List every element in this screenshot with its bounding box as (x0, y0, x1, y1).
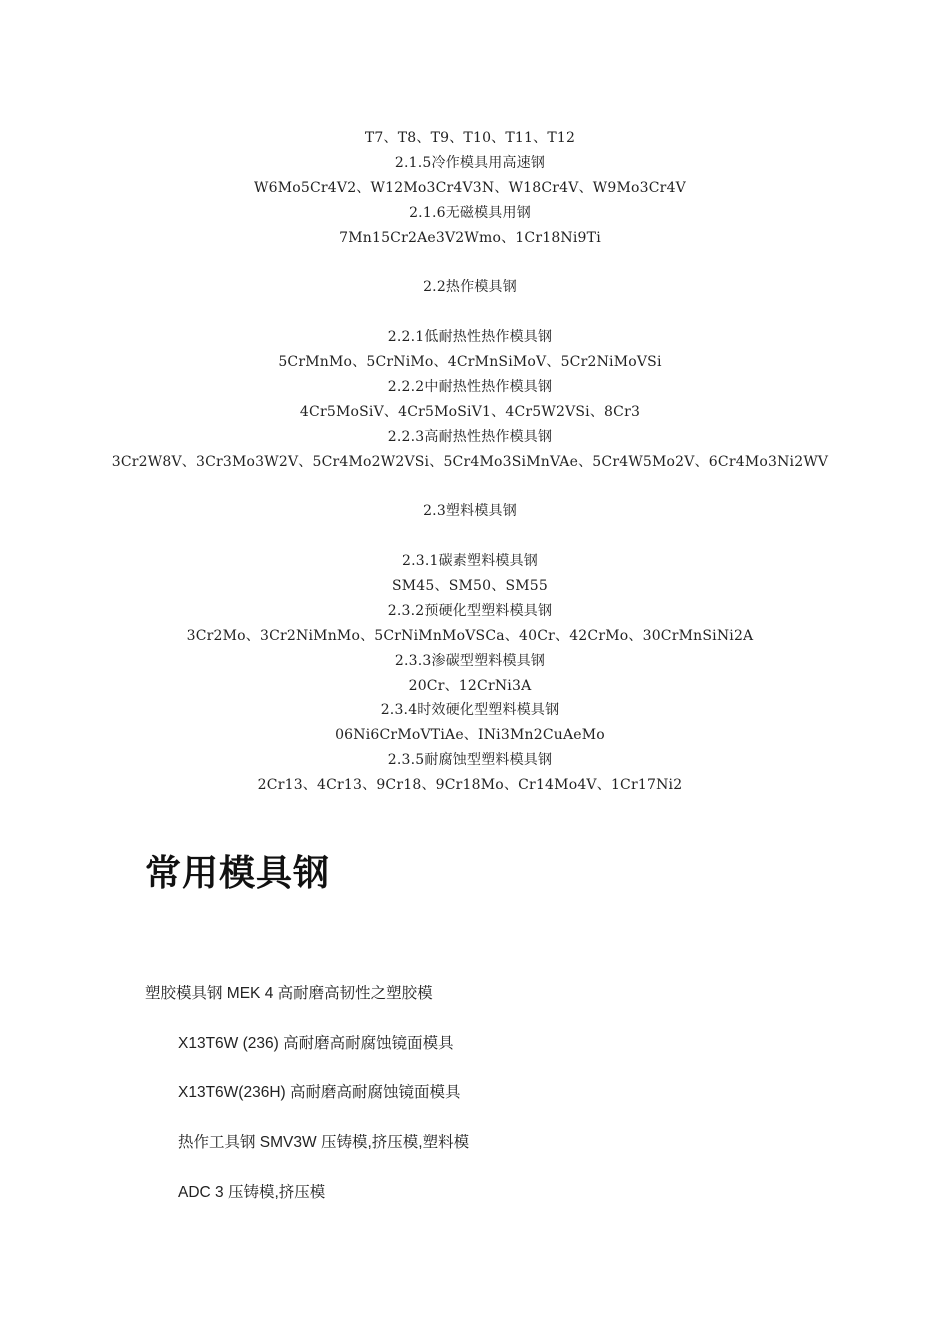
list-line: 2.3.5耐腐蚀型塑料模具钢 (387, 752, 553, 769)
list-line: 2.2.1低耐热性热作模具钢 (387, 329, 553, 346)
list-line: 2.2.3高耐热性热作模具钢 (387, 428, 553, 445)
list-line: 2.3.3渗碳型塑料模具钢 (394, 652, 546, 669)
common-steel-line: ADC 3 压铸模,挤压模 (178, 1184, 326, 1201)
list-line: 2.3.4时效硬化型塑料模具钢 (380, 702, 560, 719)
list-line: 3Cr2Mo、3Cr2NiMnMo、5CrNiMnMoVSCa、40Cr、42CrMo、30CrMnSiNi2A (186, 627, 754, 644)
list-line: 06Ni6CrMoVTiAe、INi3Mn2CuAeMo (335, 727, 605, 744)
blank-line (0, 524, 940, 549)
list-line: SM45、SM50、SM55 (391, 578, 549, 595)
common-steel-line: 热作工具钢 SMV3W 压铸模,挤压模,塑料模 (178, 1134, 470, 1151)
list-line: 2.2.2中耐热性热作模具钢 (387, 378, 553, 395)
subsection-heading: 2.3塑料模具钢 (423, 503, 517, 520)
list-line: 4Cr5MoSiV、4Cr5MoSiV1、4Cr5W2VSi、8Cr3 (299, 403, 641, 420)
list-line: 2Cr13、4Cr13、9Cr18、9Cr18Mo、Cr14Mo4V、1Cr17Ni2 (257, 777, 683, 794)
list-line: 2.1.6无磁模具用钢 (409, 204, 531, 221)
list-line: 5CrMnMo、5CrNiMo、4CrMnSiMoV、5Cr2NiMoVSi (278, 354, 662, 371)
blank-line (0, 250, 940, 275)
blank-line (0, 474, 940, 499)
common-steel-line: 塑胶模具钢 MEK 4 高耐磨高韧性之塑胶模 (145, 985, 433, 1002)
list-line: 7Mn15Cr2Ae3V2Wmo、1Cr18Ni9Ti (339, 229, 601, 246)
common-steel-line: X13T6W (236) 高耐磨高耐腐蚀镜面模具 (178, 1035, 454, 1052)
section-title: 常用模具钢 (145, 853, 331, 894)
list-line: W6Mo5Cr4V2、W12Mo3Cr4V3N、W18Cr4V、W9Mo3Cr4V (254, 179, 686, 196)
list-line: 20Cr、12CrNi3A (408, 677, 532, 694)
list-line: 2.3.2预硬化型塑料模具钢 (387, 602, 553, 619)
common-steel-line: X13T6W(236H) 高耐磨高耐腐蚀镜面模具 (178, 1084, 461, 1101)
steel-grade-list (0, 126, 940, 798)
list-line: 2.3.1碳素塑料模具钢 (401, 553, 539, 570)
list-line: 3Cr2W8V、3Cr3Mo3W2V、5Cr4Mo2W2VSi、5Cr4Mo3SiMnVAe、5Cr4W5Mo2V、6Cr4Mo3Ni2WV (111, 453, 829, 470)
list-line: T7、T8、T9、T10、T11、T12 (364, 130, 576, 146)
blank-line (0, 300, 940, 325)
subsection-heading: 2.2热作模具钢 (423, 279, 517, 296)
list-line: 2.1.5冷作模具用高速钢 (394, 154, 546, 171)
